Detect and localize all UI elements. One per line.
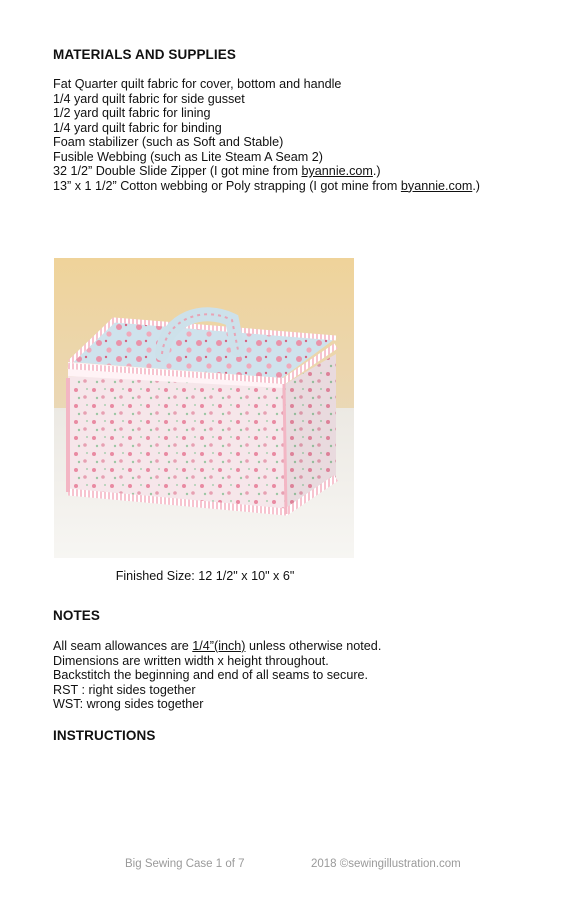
finished-case-photo xyxy=(54,258,354,558)
item-text: .) xyxy=(372,164,381,178)
list-item: Foam stabilizer (such as Soft and Stable) xyxy=(53,135,284,149)
notes-heading: NOTES xyxy=(53,608,101,623)
seam-allowance-link[interactable]: 1/4”(inch) xyxy=(192,639,246,653)
list-item: 1/4 yard quilt fabric for side gusset xyxy=(53,91,245,106)
photo-caption: Finished Size: 12 1/2" x 10" x 6" xyxy=(115,569,295,583)
list-item xyxy=(53,164,480,179)
list-item: 1/4 yard quilt fabric for binding xyxy=(53,120,222,135)
list-item: 1/2 yard quilt fabric for lining xyxy=(53,106,211,120)
list-item: Fusible Webbing (such as Lite Steam A Seam 2) xyxy=(53,149,323,164)
instructions-heading: INSTRUCTIONS xyxy=(53,728,156,743)
note-line: Dimensions are written width x height throughout. xyxy=(53,653,329,668)
note-line xyxy=(53,639,381,654)
note-text: All seam allowances are xyxy=(53,639,193,653)
item-text: 32 1/2” Double Slide Zipper (I got mine from xyxy=(53,164,302,178)
note-text: unless otherwise noted. xyxy=(245,639,382,653)
list-item xyxy=(53,179,480,194)
note-line: Backstitch the beginning and end of all seams to secure. xyxy=(53,668,369,682)
byannie-link[interactable]: byannie.com xyxy=(301,164,373,178)
byannie-link[interactable]: byannie.com xyxy=(400,178,473,193)
footer-right: 2018 ©sewingillustration.com xyxy=(311,858,461,870)
materials-heading: MATERIALS AND SUPPLIES xyxy=(53,47,236,62)
item-text: .) xyxy=(472,178,481,193)
item-text: 13” x 1 1/2” Cotton webbing or Poly strapping (I got mine from xyxy=(53,178,401,193)
notes-list xyxy=(53,639,381,712)
materials-list xyxy=(53,77,480,193)
note-line: WST: wrong sides together xyxy=(53,697,204,711)
footer-left: Big Sewing Case 1 of 7 xyxy=(125,858,245,870)
note-line: RST : right sides together xyxy=(53,682,196,697)
list-item: Fat Quarter quilt fabric for cover, bottom and handle xyxy=(53,77,342,91)
